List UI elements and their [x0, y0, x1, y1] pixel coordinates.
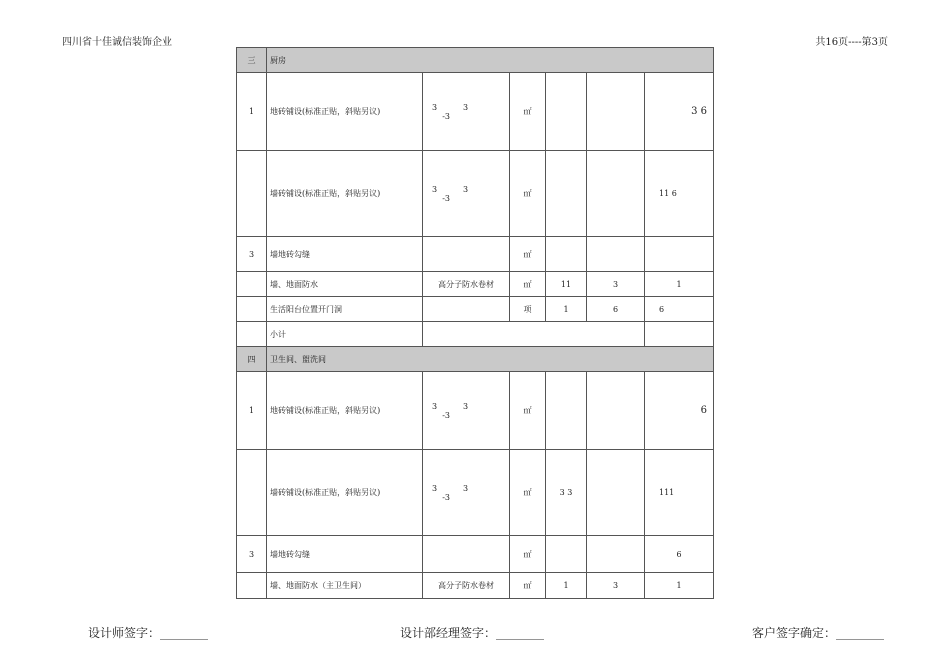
subtotal-span — [423, 322, 645, 347]
quote-table — [236, 47, 714, 599]
table-row — [237, 73, 714, 151]
amount-cell: 6 — [645, 297, 714, 322]
quantity-cell: 3 3 — [546, 450, 587, 536]
price-cell — [587, 73, 645, 151]
manager-signature: 设计部经理签字：________ — [400, 626, 545, 640]
row-number: 1 — [237, 372, 267, 450]
table-row — [237, 272, 714, 297]
price-cell: 3 — [587, 573, 645, 599]
quantity-cell — [546, 237, 587, 272]
dimension-cell — [423, 151, 510, 237]
dimension-value: -3 — [442, 111, 450, 121]
item-name: 墙砖铺设(标准正贴，斜贴另议) — [267, 151, 423, 237]
row-number — [237, 297, 267, 322]
dimension-value: -3 — [442, 410, 450, 420]
dimension-value: 3 — [432, 184, 438, 194]
item-name: 墙砖铺设(标准正贴，斜贴另议) — [267, 450, 423, 536]
amount-cell — [645, 237, 714, 272]
price-cell — [587, 536, 645, 573]
section-number: 四 — [237, 347, 267, 372]
item-name: 墙、地面防水 — [267, 272, 423, 297]
table-row — [237, 450, 714, 536]
price-cell — [587, 151, 645, 237]
price-cell: 3 — [587, 272, 645, 297]
item-name: 墙、地面防水（主卫生间） — [267, 573, 423, 599]
quantity-cell — [546, 372, 587, 450]
dimension-cell — [423, 372, 510, 450]
unit-cell: ㎡ — [510, 450, 546, 536]
quantity-cell — [546, 73, 587, 151]
material-cell: 高分子防水卷材 — [423, 272, 510, 297]
dimension-value: 3 — [463, 184, 469, 194]
item-name: 地砖铺设(标准正贴，斜贴另议) — [267, 73, 423, 151]
unit-cell: ㎡ — [510, 372, 546, 450]
amount-cell: 1 — [645, 573, 714, 599]
subtotal-row — [237, 322, 714, 347]
quantity-cell: 1 — [546, 297, 587, 322]
table-row — [237, 573, 714, 599]
dimension-cell — [423, 536, 510, 573]
table-row — [237, 151, 714, 237]
dimension-value: -3 — [442, 492, 450, 502]
dimension-value: -3 — [442, 193, 450, 203]
row-number: 3 — [237, 536, 267, 573]
table-row — [237, 297, 714, 322]
row-number: 3 — [237, 237, 267, 272]
dimension-value: 3 — [463, 102, 469, 112]
section-row — [237, 347, 714, 372]
item-name: 墙地砖勾缝 — [267, 536, 423, 573]
unit-cell: ㎡ — [510, 237, 546, 272]
price-cell — [587, 372, 645, 450]
amount-cell: 6 — [645, 372, 714, 450]
page-indicator: 共16页----第3页 — [815, 37, 888, 48]
unit-cell: ㎡ — [510, 272, 546, 297]
section-row — [237, 48, 714, 73]
price-cell: 6 — [587, 297, 645, 322]
row-number: 1 — [237, 73, 267, 151]
amount-cell: 1 — [645, 272, 714, 297]
quantity-cell — [546, 536, 587, 573]
row-number — [237, 151, 267, 237]
dimension-value: 3 — [432, 401, 438, 411]
section-title: 卫生间、盥洗间 — [267, 347, 714, 372]
amount-cell: 3 6 — [645, 73, 714, 151]
dimension-cell — [423, 450, 510, 536]
unit-cell: ㎡ — [510, 151, 546, 237]
designer-signature: 设计师签字：________ — [88, 626, 209, 640]
section-number: 三 — [237, 48, 267, 73]
item-name: 地砖铺设(标准正贴，斜贴另议) — [267, 372, 423, 450]
unit-cell: 项 — [510, 297, 546, 322]
item-name: 墙地砖勾缝 — [267, 237, 423, 272]
quantity-cell: 11 — [546, 272, 587, 297]
price-cell — [587, 237, 645, 272]
table-row — [237, 536, 714, 573]
amount-cell: 6 — [645, 536, 714, 573]
quantity-cell: 1 — [546, 573, 587, 599]
item-name: 生活阳台位置开门洞 — [267, 297, 423, 322]
material-cell: 高分子防水卷材 — [423, 573, 510, 599]
amount-cell: 11 6 — [645, 151, 714, 237]
dimension-value: 3 — [463, 401, 469, 411]
amount-cell: 111 — [645, 450, 714, 536]
row-number — [237, 272, 267, 297]
price-cell — [587, 450, 645, 536]
dimension-cell — [423, 237, 510, 272]
material-cell — [423, 297, 510, 322]
table-row — [237, 372, 714, 450]
unit-cell: ㎡ — [510, 536, 546, 573]
quantity-cell — [546, 151, 587, 237]
dimension-value: 3 — [432, 483, 438, 493]
row-number — [237, 322, 267, 347]
dimension-value: 3 — [432, 102, 438, 112]
company-name: 四川省十佳诚信装饰企业 — [62, 37, 172, 48]
table-row — [237, 237, 714, 272]
subtotal-amount — [645, 322, 714, 347]
row-number — [237, 573, 267, 599]
client-signature: 客户签字确定：________ — [752, 626, 885, 640]
dimension-value: 3 — [463, 483, 469, 493]
unit-cell: ㎡ — [510, 73, 546, 151]
row-number — [237, 450, 267, 536]
section-title: 厨房 — [267, 48, 714, 73]
unit-cell: ㎡ — [510, 573, 546, 599]
dimension-cell — [423, 73, 510, 151]
subtotal-label: 小计 — [267, 322, 423, 347]
